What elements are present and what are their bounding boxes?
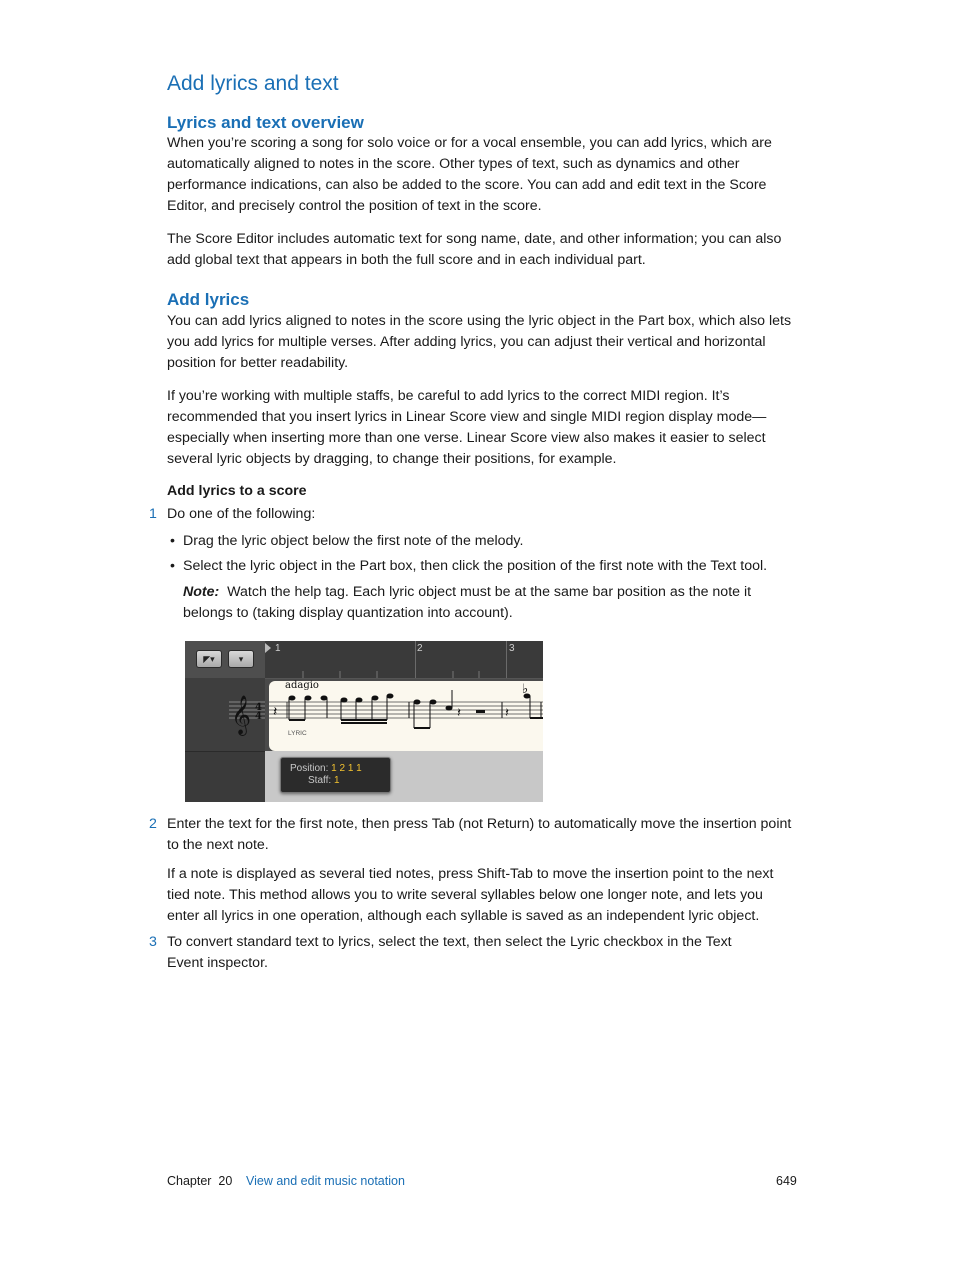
treble-clef-icon <box>185 678 265 751</box>
step-1-text: Do one of the following: <box>167 506 316 522</box>
footer-page-number: 649 <box>776 1174 797 1188</box>
pointer-tool-icon: ◤▾ <box>203 654 215 664</box>
step-2-number: 2 <box>149 816 157 832</box>
ruler-bar-1: 1 <box>275 643 281 654</box>
lyric-label: LYRIC <box>288 730 307 737</box>
ruler-bar-3: 3 <box>509 643 515 654</box>
step-1-bullet-2: Select the lyric object in the Part box, then click the position of the first note with the Text tool. <box>183 558 768 574</box>
score-editor-screenshot <box>185 641 543 802</box>
dropdown-arrow-icon: ▾ <box>238 654 244 664</box>
bullet-2-marker: • <box>170 558 175 574</box>
tooltip-staff-row <box>308 775 340 786</box>
staff-notes <box>269 681 543 751</box>
figure-left-lower <box>185 751 265 802</box>
svg-text:𝄽: 𝄽 <box>505 706 509 721</box>
tooltip-position-value: 1 2 1 1 <box>331 763 362 774</box>
flat-icon: ♭ <box>522 682 529 697</box>
tooltip-position-row <box>290 763 362 774</box>
step-2-text: Enter the text for the first note, then press Tab (not Return) to automatically move the insertion point to the next note. <box>167 816 792 853</box>
time-sig-bottom: 4 <box>255 711 262 722</box>
help-tag <box>280 757 391 793</box>
step-1-note <box>183 582 793 624</box>
step-3-text: To convert standard text to lyrics, select the text, then select the Lyric checkbox in the Text Event inspector. <box>167 934 732 971</box>
note-label: Note: <box>183 584 220 600</box>
ruler-bar-2: 2 <box>417 643 423 654</box>
pointer-tool-button[interactable] <box>196 650 222 668</box>
overview-paragraph-2: The Score Editor includes automatic text for song name, date, and other information; you can also add global text that appears in both the full score and in each individual part. <box>167 231 782 268</box>
bullet-1-marker: • <box>170 533 175 549</box>
step-3-number: 3 <box>149 934 157 950</box>
page-title: Add lyrics and text <box>167 72 339 95</box>
tooltip-position-label: Position: <box>290 763 329 774</box>
view-menu-button[interactable] <box>228 650 254 668</box>
ruler-ticks <box>265 641 543 678</box>
time-sig-top: 4 <box>255 702 262 713</box>
section-heading-add-lyrics: Add lyrics <box>167 290 250 309</box>
svg-text:𝄽: 𝄽 <box>273 704 278 720</box>
tooltip-staff-value: 1 <box>333 775 340 786</box>
footer-chapter-link[interactable]: View and edit music notation <box>246 1174 405 1188</box>
svg-text:𝄞: 𝄞 <box>231 695 252 735</box>
staff-area[interactable] <box>269 681 543 751</box>
note-text: Watch the help tag. Each lyric object must be at the same bar position as the note it belongs to (taking display quantization into account). <box>183 584 752 621</box>
add-lyrics-paragraph-2: If you’re working with multiple staffs, be careful to add lyrics to the correct MIDI region. It’s recommended that you insert lyrics in Linear Score view and single MIDI region display mode—especially when inserting more than one verse. Linear Score view also makes it easier to select several lyric objects by dragging, to change their positions, for example. <box>167 388 767 467</box>
task-heading: Add lyrics to a score <box>167 483 307 499</box>
tempo-text: adagio <box>285 680 319 691</box>
staff-header <box>185 678 265 751</box>
step-1-number: 1 <box>149 506 157 522</box>
overview-paragraph-1: When you’re scoring a song for solo voice or for a vocal ensemble, you can add lyrics, which are automatically aligned to notes in the score. Other types of text, such as dynamics and other performance indications, can also be added to the score. You can add and edit text in the Score Editor, and precisely control the position of text in the score. <box>167 135 772 214</box>
figure-toolbar <box>185 641 265 679</box>
svg-text:𝄽: 𝄽 <box>457 706 461 721</box>
add-lyrics-paragraph-1: You can add lyrics aligned to notes in the score using the lyric object in the Part box, which also lets you add lyrics for multiple verses. After adding lyrics, you can adjust their vertical and horizontal position for better readability. <box>167 313 792 371</box>
bar-ruler[interactable] <box>265 641 543 679</box>
tooltip-staff-label: Staff: <box>308 775 332 786</box>
footer-chapter-label: Chapter 20 <box>167 1174 233 1188</box>
step-2-extra: If a note is displayed as several tied notes, press Shift-Tab to move the insertion point to the next tied note. This method allows you to write several syllables below one longer note, and lets you enter all lyrics in one operation, although each syllable is saved as an independent lyric object. <box>167 866 774 924</box>
section-heading-overview: Lyrics and text overview <box>167 113 364 132</box>
step-1-bullet-1: Drag the lyric object below the first note of the melody. <box>183 533 524 549</box>
